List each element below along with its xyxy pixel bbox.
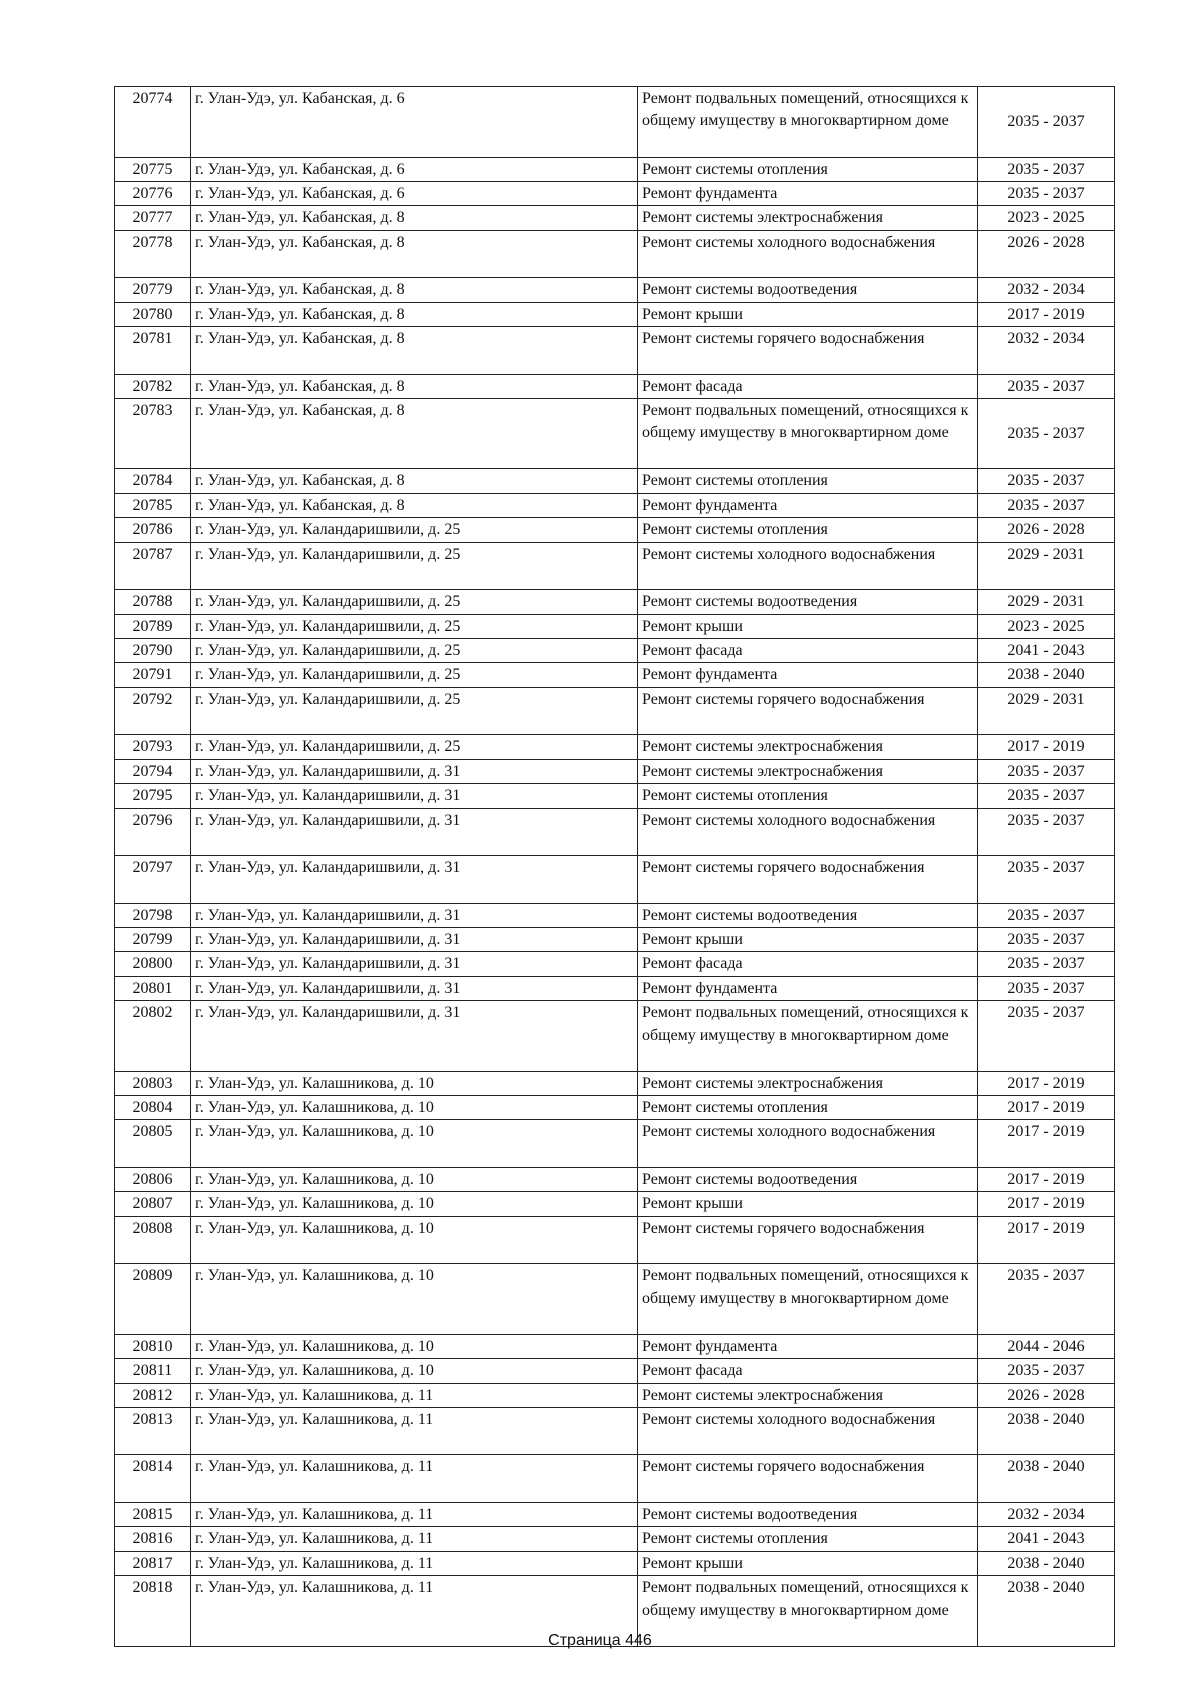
row-number: 20801	[115, 976, 191, 1000]
row-address: г. Улан-Удэ, ул. Каландаришвили, д. 25	[191, 542, 638, 590]
row-work-type: Ремонт системы отопления	[638, 469, 978, 493]
row-number: 20781	[115, 327, 191, 375]
table-row	[115, 903, 1115, 927]
row-period: 2032 - 2034	[978, 327, 1115, 375]
row-address: г. Улан-Удэ, ул. Кабанская, д. 6	[191, 181, 638, 205]
row-period: 2038 - 2040	[978, 1455, 1115, 1503]
row-work-type: Ремонт системы водоотведения	[638, 590, 978, 614]
row-number: 20807	[115, 1192, 191, 1216]
row-number: 20811	[115, 1359, 191, 1383]
row-address: г. Улан-Удэ, ул. Кабанская, д. 8	[191, 206, 638, 230]
row-number: 20795	[115, 784, 191, 808]
row-work-type: Ремонт системы горячего водоснабжения	[638, 1216, 978, 1264]
row-address: г. Улан-Удэ, ул. Кабанская, д. 8	[191, 278, 638, 302]
row-work-type: Ремонт фундамента	[638, 663, 978, 687]
row-address: г. Улан-Удэ, ул. Калашникова, д. 11	[191, 1455, 638, 1503]
row-number: 20774	[115, 87, 191, 158]
row-address: г. Улан-Удэ, ул. Каландаришвили, д. 31	[191, 856, 638, 904]
table-row	[115, 1216, 1115, 1264]
row-number: 20799	[115, 927, 191, 951]
row-period: 2035 - 2037	[978, 784, 1115, 808]
row-address: г. Улан-Удэ, ул. Калашникова, д. 11	[191, 1527, 638, 1551]
row-period: 2035 - 2037	[978, 398, 1115, 469]
row-number: 20798	[115, 903, 191, 927]
row-address: г. Улан-Удэ, ул. Калашникова, д. 11	[191, 1551, 638, 1575]
row-work-type: Ремонт системы электроснабжения	[638, 1071, 978, 1095]
row-work-type: Ремонт фасада	[638, 638, 978, 662]
row-number: 20786	[115, 518, 191, 542]
row-number: 20785	[115, 493, 191, 517]
row-period: 2026 - 2028	[978, 1383, 1115, 1407]
row-number: 20784	[115, 469, 191, 493]
row-work-type: Ремонт фасада	[638, 1359, 978, 1383]
table-row	[115, 181, 1115, 205]
row-period: 2017 - 2019	[978, 1096, 1115, 1120]
row-number: 20796	[115, 808, 191, 856]
row-period: 2035 - 2037	[978, 1001, 1115, 1072]
row-address: г. Улан-Удэ, ул. Каландаришвили, д. 25	[191, 614, 638, 638]
table-row	[115, 1359, 1115, 1383]
table-row	[115, 278, 1115, 302]
table-row	[115, 735, 1115, 759]
table-row	[115, 1264, 1115, 1335]
table-row	[115, 687, 1115, 735]
row-work-type: Ремонт системы горячего водоснабжения	[638, 687, 978, 735]
row-work-type: Ремонт системы водоотведения	[638, 1167, 978, 1191]
row-period: 2017 - 2019	[978, 1120, 1115, 1168]
row-period: 2035 - 2037	[978, 181, 1115, 205]
row-work-type: Ремонт подвальных помещений, относящихся к общему имуществу в многоквартирном доме	[638, 1576, 978, 1647]
row-period: 2017 - 2019	[978, 302, 1115, 326]
row-address: г. Улан-Удэ, ул. Кабанская, д. 6	[191, 157, 638, 181]
row-address: г. Улан-Удэ, ул. Кабанская, д. 8	[191, 493, 638, 517]
row-work-type: Ремонт системы электроснабжения	[638, 206, 978, 230]
row-number: 20797	[115, 856, 191, 904]
table-row	[115, 614, 1115, 638]
row-address: г. Улан-Удэ, ул. Каландаришвили, д. 25	[191, 687, 638, 735]
row-number: 20804	[115, 1096, 191, 1120]
row-number: 20793	[115, 735, 191, 759]
row-work-type: Ремонт фундамента	[638, 493, 978, 517]
row-number: 20808	[115, 1216, 191, 1264]
row-address: г. Улан-Удэ, ул. Каландаришвили, д. 31	[191, 759, 638, 783]
row-period: 2035 - 2037	[978, 856, 1115, 904]
table-row	[115, 1167, 1115, 1191]
row-work-type: Ремонт крыши	[638, 1551, 978, 1575]
row-number: 20776	[115, 181, 191, 205]
row-period: 2035 - 2037	[978, 952, 1115, 976]
table-row	[115, 206, 1115, 230]
row-period: 2029 - 2031	[978, 687, 1115, 735]
row-period: 2029 - 2031	[978, 590, 1115, 614]
row-address: г. Улан-Удэ, ул. Каландаришвили, д. 31	[191, 808, 638, 856]
row-address: г. Улан-Удэ, ул. Каландаришвили, д. 25	[191, 663, 638, 687]
table-body	[115, 87, 1115, 1647]
table-row	[115, 1502, 1115, 1526]
table-row	[115, 1192, 1115, 1216]
row-work-type: Ремонт системы холодного водоснабжения	[638, 808, 978, 856]
row-work-type: Ремонт системы холодного водоснабжения	[638, 1407, 978, 1455]
table-row	[115, 374, 1115, 398]
row-work-type: Ремонт крыши	[638, 927, 978, 951]
row-number: 20813	[115, 1407, 191, 1455]
row-address: г. Улан-Удэ, ул. Калашникова, д. 10	[191, 1334, 638, 1358]
row-work-type: Ремонт системы водоотведения	[638, 278, 978, 302]
row-period: 2032 - 2034	[978, 1502, 1115, 1526]
row-number: 20809	[115, 1264, 191, 1335]
row-period: 2035 - 2037	[978, 759, 1115, 783]
row-period: 2026 - 2028	[978, 518, 1115, 542]
row-address: г. Улан-Удэ, ул. Каландаришвили, д. 25	[191, 735, 638, 759]
row-address: г. Улан-Удэ, ул. Калашникова, д. 11	[191, 1502, 638, 1526]
row-work-type: Ремонт системы электроснабжения	[638, 735, 978, 759]
row-address: г. Улан-Удэ, ул. Каландаришвили, д. 31	[191, 976, 638, 1000]
row-period: 2035 - 2037	[978, 808, 1115, 856]
row-number: 20814	[115, 1455, 191, 1503]
row-address: г. Улан-Удэ, ул. Каландаришвили, д. 31	[191, 952, 638, 976]
table-row	[115, 1551, 1115, 1575]
row-number: 20788	[115, 590, 191, 614]
row-work-type: Ремонт подвальных помещений, относящихся к общему имуществу в многоквартирном доме	[638, 1001, 978, 1072]
table-row	[115, 784, 1115, 808]
table-row	[115, 1527, 1115, 1551]
table-row	[115, 518, 1115, 542]
page-number: Страница 446	[548, 1632, 652, 1649]
row-address: г. Улан-Удэ, ул. Каландаришвили, д. 31	[191, 903, 638, 927]
table-row	[115, 856, 1115, 904]
row-number: 20800	[115, 952, 191, 976]
row-address: г. Улан-Удэ, ул. Калашникова, д. 10	[191, 1359, 638, 1383]
table-row	[115, 1120, 1115, 1168]
row-work-type: Ремонт крыши	[638, 1192, 978, 1216]
row-address: г. Улан-Удэ, ул. Каландаришвили, д. 31	[191, 927, 638, 951]
row-work-type: Ремонт фасада	[638, 374, 978, 398]
table-row	[115, 302, 1115, 326]
row-number: 20792	[115, 687, 191, 735]
row-work-type: Ремонт подвальных помещений, относящихся к общему имуществу в многоквартирном доме	[638, 398, 978, 469]
row-work-type: Ремонт системы горячего водоснабжения	[638, 856, 978, 904]
row-address: г. Улан-Удэ, ул. Кабанская, д. 8	[191, 374, 638, 398]
row-period: 2035 - 2037	[978, 976, 1115, 1000]
row-address: г. Улан-Удэ, ул. Каландаришвили, д. 31	[191, 784, 638, 808]
row-address: г. Улан-Удэ, ул. Кабанская, д. 8	[191, 302, 638, 326]
row-number: 20816	[115, 1527, 191, 1551]
row-work-type: Ремонт подвальных помещений, относящихся к общему имуществу в многоквартирном доме	[638, 87, 978, 158]
row-number: 20783	[115, 398, 191, 469]
table-row	[115, 157, 1115, 181]
table-row	[115, 1096, 1115, 1120]
row-address: г. Улан-Удэ, ул. Калашникова, д. 10	[191, 1192, 638, 1216]
row-period: 2035 - 2037	[978, 469, 1115, 493]
row-address: г. Улан-Удэ, ул. Кабанская, д. 8	[191, 230, 638, 278]
row-number: 20782	[115, 374, 191, 398]
row-period: 2038 - 2040	[978, 663, 1115, 687]
row-period: 2035 - 2037	[978, 157, 1115, 181]
table-row	[115, 1001, 1115, 1072]
row-number: 20791	[115, 663, 191, 687]
row-work-type: Ремонт системы горячего водоснабжения	[638, 327, 978, 375]
table-row	[115, 1071, 1115, 1095]
row-work-type: Ремонт системы отопления	[638, 157, 978, 181]
row-number: 20794	[115, 759, 191, 783]
row-period: 2035 - 2037	[978, 1264, 1115, 1335]
row-work-type: Ремонт системы электроснабжения	[638, 759, 978, 783]
row-period: 2023 - 2025	[978, 614, 1115, 638]
row-period: 2017 - 2019	[978, 1167, 1115, 1191]
table-row	[115, 663, 1115, 687]
row-work-type: Ремонт системы горячего водоснабжения	[638, 1455, 978, 1503]
row-period: 2017 - 2019	[978, 1216, 1115, 1264]
row-period: 2017 - 2019	[978, 1192, 1115, 1216]
table-row	[115, 759, 1115, 783]
table-row	[115, 230, 1115, 278]
row-period: 2035 - 2037	[978, 374, 1115, 398]
row-address: г. Улан-Удэ, ул. Калашникова, д. 10	[191, 1120, 638, 1168]
table-row	[115, 638, 1115, 662]
row-address: г. Улан-Удэ, ул. Калашникова, д. 10	[191, 1264, 638, 1335]
row-number: 20818	[115, 1576, 191, 1647]
row-period: 2035 - 2037	[978, 927, 1115, 951]
table-row	[115, 952, 1115, 976]
row-address: г. Улан-Удэ, ул. Каландаришвили, д. 25	[191, 638, 638, 662]
row-address: г. Улан-Удэ, ул. Калашникова, д. 10	[191, 1167, 638, 1191]
row-work-type: Ремонт системы отопления	[638, 784, 978, 808]
row-number: 20790	[115, 638, 191, 662]
row-number: 20806	[115, 1167, 191, 1191]
row-address: г. Улан-Удэ, ул. Кабанская, д. 8	[191, 469, 638, 493]
table-row	[115, 976, 1115, 1000]
row-number: 20780	[115, 302, 191, 326]
row-work-type: Ремонт системы водоотведения	[638, 1502, 978, 1526]
row-number: 20812	[115, 1383, 191, 1407]
row-work-type: Ремонт системы отопления	[638, 1527, 978, 1551]
row-number: 20802	[115, 1001, 191, 1072]
row-period: 2035 - 2037	[978, 493, 1115, 517]
row-work-type: Ремонт крыши	[638, 302, 978, 326]
row-number: 20805	[115, 1120, 191, 1168]
row-period: 2041 - 2043	[978, 1527, 1115, 1551]
row-period: 2038 - 2040	[978, 1576, 1115, 1647]
row-work-type: Ремонт системы холодного водоснабжения	[638, 1120, 978, 1168]
table-row	[115, 469, 1115, 493]
row-number: 20789	[115, 614, 191, 638]
row-address: г. Улан-Удэ, ул. Калашникова, д. 10	[191, 1216, 638, 1264]
table-row	[115, 542, 1115, 590]
row-work-type: Ремонт фасада	[638, 952, 978, 976]
table-row	[115, 1334, 1115, 1358]
row-period: 2023 - 2025	[978, 206, 1115, 230]
row-work-type: Ремонт подвальных помещений, относящихся к общему имуществу в многоквартирном доме	[638, 1264, 978, 1335]
row-period: 2038 - 2040	[978, 1407, 1115, 1455]
table-row	[115, 808, 1115, 856]
row-work-type: Ремонт крыши	[638, 614, 978, 638]
row-period: 2038 - 2040	[978, 1551, 1115, 1575]
row-period: 2029 - 2031	[978, 542, 1115, 590]
row-work-type: Ремонт системы холодного водоснабжения	[638, 230, 978, 278]
row-work-type: Ремонт фундамента	[638, 181, 978, 205]
row-period: 2032 - 2034	[978, 278, 1115, 302]
table-row	[115, 1407, 1115, 1455]
row-period: 2017 - 2019	[978, 1071, 1115, 1095]
row-number: 20787	[115, 542, 191, 590]
row-work-type: Ремонт системы отопления	[638, 1096, 978, 1120]
table-row	[115, 1383, 1115, 1407]
table-row	[115, 87, 1115, 158]
row-work-type: Ремонт системы отопления	[638, 518, 978, 542]
row-address: г. Улан-Удэ, ул. Каландаришвили, д. 25	[191, 518, 638, 542]
row-address: г. Улан-Удэ, ул. Каландаришвили, д. 25	[191, 590, 638, 614]
row-period: 2035 - 2037	[978, 903, 1115, 927]
row-address: г. Улан-Удэ, ул. Кабанская, д. 8	[191, 398, 638, 469]
row-address: г. Улан-Удэ, ул. Калашникова, д. 10	[191, 1071, 638, 1095]
row-number: 20775	[115, 157, 191, 181]
table-row	[115, 927, 1115, 951]
row-address: г. Улан-Удэ, ул. Калашникова, д. 10	[191, 1096, 638, 1120]
row-number: 20779	[115, 278, 191, 302]
table-row	[115, 493, 1115, 517]
row-number: 20777	[115, 206, 191, 230]
repair-schedule-table	[114, 86, 1115, 1647]
row-address: г. Улан-Удэ, ул. Калашникова, д. 11	[191, 1576, 638, 1647]
row-number: 20815	[115, 1502, 191, 1526]
row-address: г. Улан-Удэ, ул. Калашникова, д. 11	[191, 1407, 638, 1455]
table-row	[115, 590, 1115, 614]
row-number: 20810	[115, 1334, 191, 1358]
row-period: 2035 - 2037	[978, 87, 1115, 158]
row-work-type: Ремонт системы водоотведения	[638, 903, 978, 927]
row-address: г. Улан-Удэ, ул. Кабанская, д. 8	[191, 327, 638, 375]
row-number: 20817	[115, 1551, 191, 1575]
row-address: г. Улан-Удэ, ул. Каландаришвили, д. 31	[191, 1001, 638, 1072]
row-work-type: Ремонт системы электроснабжения	[638, 1383, 978, 1407]
row-address: г. Улан-Удэ, ул. Калашникова, д. 11	[191, 1383, 638, 1407]
row-period: 2035 - 2037	[978, 1359, 1115, 1383]
table-row	[115, 327, 1115, 375]
row-period: 2041 - 2043	[978, 638, 1115, 662]
row-period: 2044 - 2046	[978, 1334, 1115, 1358]
row-work-type: Ремонт фундамента	[638, 976, 978, 1000]
table-row	[115, 1455, 1115, 1503]
row-period: 2017 - 2019	[978, 735, 1115, 759]
row-number: 20778	[115, 230, 191, 278]
row-address: г. Улан-Удэ, ул. Кабанская, д. 6	[191, 87, 638, 158]
row-period: 2026 - 2028	[978, 230, 1115, 278]
row-number: 20803	[115, 1071, 191, 1095]
table-row	[115, 398, 1115, 469]
row-work-type: Ремонт системы холодного водоснабжения	[638, 542, 978, 590]
row-work-type: Ремонт фундамента	[638, 1334, 978, 1358]
